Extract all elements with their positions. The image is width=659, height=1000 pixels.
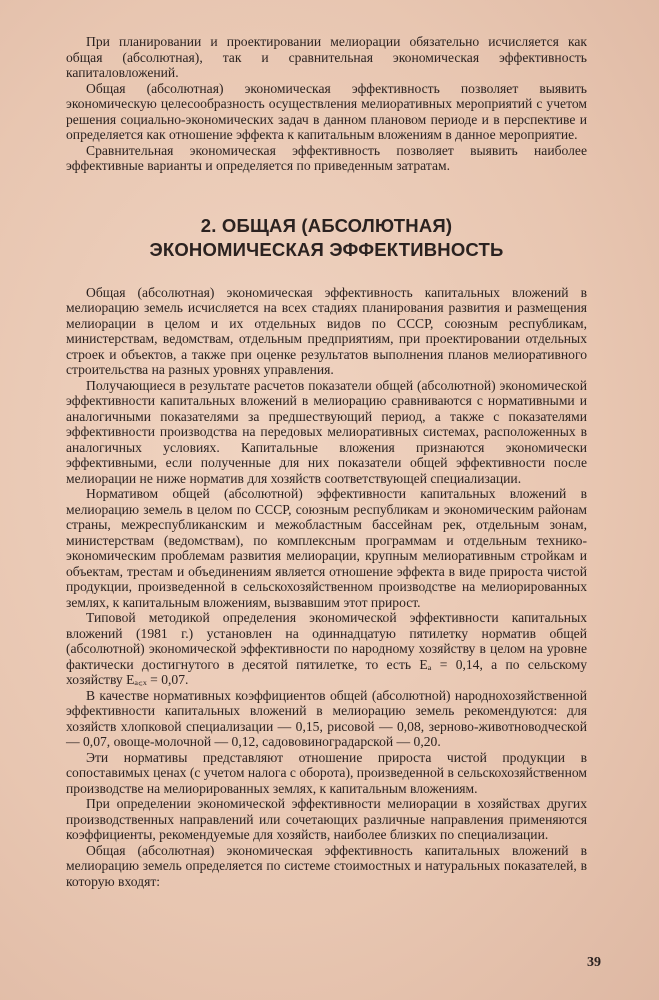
body-paragraph-6: Эти нормативы представляют отношение прироста чистой продукции в сопоставимых ценах (с учетом налога с оборота), произведенной в сельскохозяйственном производстве на мелиорированных землях, к капитальным вложениям. xyxy=(66,749,587,796)
section-heading xyxy=(66,214,587,262)
body-paragraph-8: Общая (абсолютная) экономическая эффективность капитальных вложений в мелиорацию земель определяется по системе стоимостных и натуральных показателей, в которую входят: xyxy=(66,842,587,889)
body-paragraph-5: В качестве нормативных коэффициентов общей (абсолютной) народнохозяйственной эффективности капитальных вложений в мелиорацию земель рекомендуются: для хозяйств хлопковой специализации — 0,15, рисовой — 0,08, зерново-животноводческой — 0,07, овоще-молочной — 0,12, садововиноградарской — 0,20. xyxy=(66,687,587,749)
page-number: 39 xyxy=(587,955,601,970)
section-heading-line-1: 2. ОБЩАЯ (АБСОЛЮТНАЯ) xyxy=(200,214,453,236)
intro-paragraph-3: Сравнительная экономическая эффективность позволяет выявить наиболее эффективные варианты и определяется по приведенным затратам. xyxy=(66,142,587,173)
section-heading-line-2: ЭКОНОМИЧЕСКАЯ ЭФФЕКТИВНОСТЬ xyxy=(149,238,504,260)
body-paragraph-1: Общая (абсолютная) экономическая эффективность капитальных вложений в мелиорацию земель исчисляется на всех стадиях планирования развития и размещения мелиорации в целом и их отдельных видов по СССР, союзным республикам, министерствам, ведомствам, отдельным предприятиям, при проектировании отдельных строек и объектов, а также при оценке результатов выполнения планов мелиоративного строительства на разных уровнях управления. xyxy=(66,284,587,377)
body-paragraph-2: Получающиеся в результате расчетов показатели общей (абсолютной) экономической эффективности капитальных вложений в мелиорацию сравниваются с нормативными и аналогичными показателями за предшествующий период, а также с показателями эффективности производства на передовых мелиоративных системах, расположенных в аналогичных условиях. Капитальные вложения признаются экономически эффективными, если полученные для них показатели общей эффективности после мелиорации не ниже норматив для хозяйств соответствующей специализации. xyxy=(66,377,587,486)
body-paragraph-7: При определении экономической эффективности мелиорации в хозяйствах других производственных направлений или сочетающих различные направления применяются коэффициенты, рекомендуемые для хозяйств, наиболее близких по специализации. xyxy=(66,796,587,842)
intro-paragraph-1: При планировании и проектировании мелиорации обязательно исчисляется как общая (абсолютная), так и сравнительная экономическая эффективность капиталовложений. xyxy=(66,34,587,80)
body-paragraph-4: Типовой методикой определения экономической эффективности капитальных вложений (1981 г.) установлен на одиннадцатую пятилетку норматив общей (абсолютной) экономической эффективности по народному хозяйству в целом на уровне фактически достигнутого в десятой пятилетке, то есть Eₐ = 0,14, а по сельскому хозяйству Eₐ꜀ₓ = 0,07. xyxy=(66,610,587,687)
body-paragraph-3: Нормативом общей (абсолютной) эффективности капитальных вложений в мелиорацию земель в целом по СССР, союзным республикам и экономическим районам страны, межреспубликанским и межобластным бассейнам рек, отдельным зонам, министерствам (ведомствам), по комплексным программам и отдельным технико-экономическим проблемам развития мелиорации, крупным мелиоративным стройкам и объектам, трестам и объединениям является отношение эффекта в виде прироста чистой продукции, произведенной в сельскохозяйственном производстве на мелиорированных землях, к капитальным вложениям, вызвавшим этот прирост. xyxy=(66,486,587,610)
intro-paragraph-2: Общая (абсолютная) экономическая эффективность позволяет выявить экономическую целесообразность осуществления мелиоративных мероприятий с учетом решения социально-экономических задач в данном плановом периоде и в перспективе и определяется как отношение эффекта к капитальным вложениям в данное мероприятие. xyxy=(66,80,587,142)
